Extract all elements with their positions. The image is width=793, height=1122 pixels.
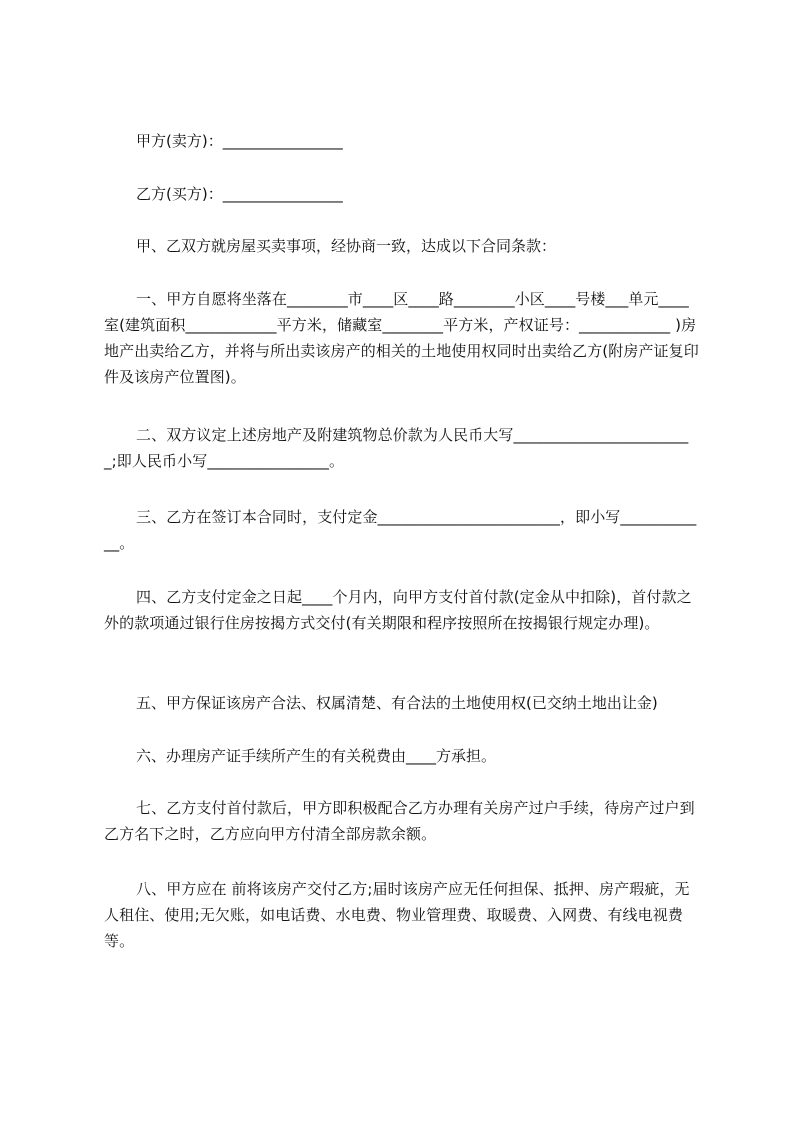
clause-8-paragraph: 八、甲方应在 前将该房产交付乙方;届时该房产应无任何担保、抵押、房产瑕疵，无人租住、使用;无欠账，如电话费、水电费、物业管理费、取暖费、入网费、有线电视费等。 xyxy=(104,880,690,950)
clause-5-paragraph: 五、甲方保证该房产合法、权属清楚、有合法的土地使用权(已交纳土地出让金) xyxy=(136,694,658,712)
intro-paragraph: 甲、乙双方就房屋买卖事项，经协商一致，达成以下合同条款： xyxy=(136,237,557,255)
clause-4-paragraph: 四、乙方支付定金之日起____个月内，向甲方支付首付款(定金从中扣除)，首付款之外的款项通过银行住房按揭方式交付(有关期限和程序按照所在按揭银行规定办理)。 xyxy=(104,588,692,632)
clause-2-paragraph: 二、双方议定上述房地产及附建筑物总价款为人民币大写________________________;即人民币小写________________。 xyxy=(104,426,689,470)
clause-1-paragraph: 一、甲方自愿将坐落在________市____区____路________小区____号楼___单元____室(建筑面积____________平方米，储藏室________平方米，产权证号：____________ )房地产出卖给乙方，并将与所出卖该房产的相关的土地使用权同时出卖给乙方(附房产证复印件及该房产位置图)。 xyxy=(104,290,699,386)
party-a-line: 甲方(卖方)：________________ xyxy=(136,132,343,150)
clause-3-paragraph: 三、乙方在签订本合同时，支付定金________________________，即小写____________。 xyxy=(104,508,697,552)
clause-7-paragraph: 七、乙方支付首付款后，甲方即积极配合乙方办理有关房产过户手续，待房产过户到乙方名下之时，乙方应向甲方付清全部房款余额。 xyxy=(104,799,695,843)
clause-6-paragraph: 六、办理房产证手续所产生的有关税费由____方承担。 xyxy=(136,747,497,765)
party-b-line: 乙方(买方)：________________ xyxy=(136,185,343,203)
